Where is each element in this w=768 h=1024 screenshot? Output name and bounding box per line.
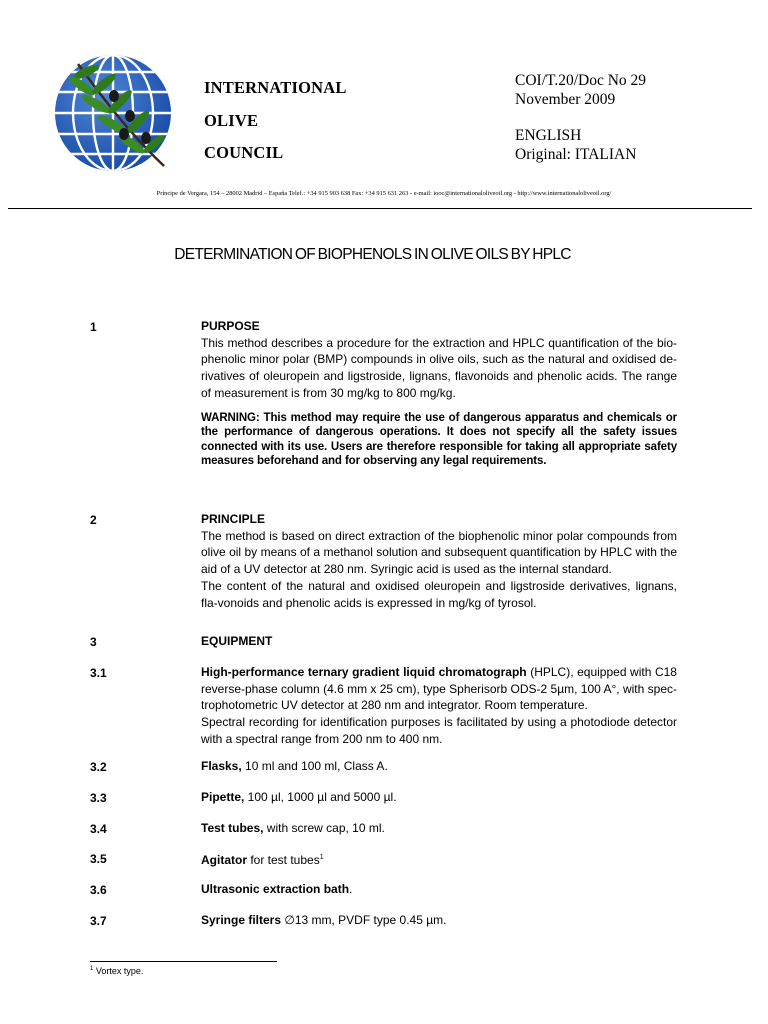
subsection-number: 3.4 — [90, 822, 107, 836]
section-text: The content of the natural and oxidised oleuropein and ligstroside derivatives, lignans, fla-vonoids and phenolic acids is expressed in mg/kg of tyrosol. — [201, 578, 677, 610]
section-heading: PURPOSE — [201, 319, 260, 333]
org-line-1: INTERNATIONAL — [204, 78, 347, 97]
footnote-text: Vortex type. — [93, 966, 144, 976]
doc-language: ENGLISH — [515, 127, 582, 144]
footnote-divider — [90, 961, 277, 962]
organization-name — [204, 72, 347, 170]
item-name: Pipette, — [201, 790, 245, 804]
doc-date: November 2009 — [515, 91, 616, 108]
warning-text: WARNING: This method may require the use of dangerous apparatus and chemicals or the performance of dangerous operations. It does not specify all the safety issues connected with its use. Users are therefore responsible for taking all appropriate safety measures beforehand and for observing any legal requirements. — [201, 411, 677, 468]
section-number: 1 — [90, 320, 97, 334]
subsection-ultrasonic-bath — [201, 881, 677, 898]
subsection-flasks — [201, 758, 677, 775]
doc-number: COI/T.20/Doc No 29 — [515, 72, 647, 89]
subsection-number: 3.3 — [90, 791, 107, 805]
item-name: Test tubes, — [201, 821, 264, 835]
subsection-pipette — [201, 789, 677, 806]
item-name: Ultrasonic extraction bath — [201, 882, 350, 896]
item-text: Spectral recording for identification purposes is facilitated by using a photodiode detector with a spectral range from 200 nm to 400 nm. — [201, 715, 677, 746]
subsection-number: 3.5 — [90, 852, 107, 866]
subsection-number: 3.7 — [90, 914, 107, 928]
section-number: 3 — [90, 635, 97, 649]
footnote-marker: 1 — [90, 966, 94, 972]
item-text: 100 µl, 1000 µl and 5000 µl. — [244, 790, 397, 804]
ioc-globe-logo — [52, 52, 174, 174]
item-text: 10 ml and 100 ml, Class A. — [241, 759, 388, 773]
item-name: Flasks, — [201, 759, 242, 773]
section-heading: EQUIPMENT — [201, 634, 273, 648]
subsection-number: 3.6 — [90, 883, 107, 897]
document-title: DETERMINATION OF BIOPHENOLS IN OLIVE OILS BY HPLC — [174, 246, 571, 263]
org-line-2: OLIVE — [204, 110, 259, 130]
header-divider — [8, 208, 752, 209]
item-text: for test tubes — [247, 853, 320, 867]
address-line: Príncipe de Vergara, 154 – 28002 Madrid – España Telef.: +34 915 903 638 Fax: +34 915 631 263 - e-mail: iooc@internationaloliveoil.org - http://www.internationaloliveoil.org/ — [156, 190, 612, 197]
item-text: . — [349, 882, 353, 896]
org-line-3: COUNCIL — [204, 143, 284, 162]
item-text: with screw cap, 10 ml. — [263, 821, 385, 835]
section-number: 2 — [90, 513, 97, 527]
subsection-number: 3.2 — [90, 760, 107, 774]
section-text: The method is based on direct extraction of the biophenolic minor polar compounds from olive oil by means of a methanol solution and subsequent quantification by HPLC with the aid of a UV detector at 280 nm. Syringic acid is used as the internal standard. — [201, 528, 677, 577]
subsection-chromatograph — [201, 664, 677, 748]
section-text: This method describes a procedure for the extraction and HPLC quantification of the bio-phenolic minor polar (BMP) compounds in olive oils, such as the natural and oxidised de-rivatives of oleuropein and ligstroside, lignans, flavonoids and phenolic acids. The range of measurement is from 30 mg/kg to 800 mg/kg. — [201, 335, 677, 400]
section-equipment — [201, 633, 677, 650]
original-language: Original: ITALIAN — [515, 146, 637, 163]
item-name: Agitator — [201, 853, 247, 867]
footnote-ref: 1 — [319, 854, 324, 861]
footnote — [90, 966, 143, 976]
subsection-test-tubes — [201, 820, 677, 837]
subsection-syringe-filters — [201, 912, 677, 929]
language-info — [515, 126, 636, 164]
item-name: Syringe filters — [201, 913, 282, 927]
section-purpose — [201, 318, 677, 469]
item-name: High-performance ternary gradient liquid chromatograph — [201, 665, 527, 679]
item-text: (HPLC), equipped with C18 reverse-phase column (4.6 mm x 25 cm), type Spherisorb ODS-2 5µm, 100 A°, with spec-trophotometric UV detector at 280 nm and integrator. Room temperature. — [201, 665, 677, 713]
item-text: ∅13 mm, PVDF type 0.45 µm. — [281, 913, 447, 927]
subsection-number: 3.1 — [90, 666, 107, 680]
document-reference — [515, 71, 646, 109]
subsection-agitator — [201, 850, 677, 869]
section-heading: PRINCIPLE — [201, 512, 266, 526]
section-principle — [201, 511, 677, 611]
